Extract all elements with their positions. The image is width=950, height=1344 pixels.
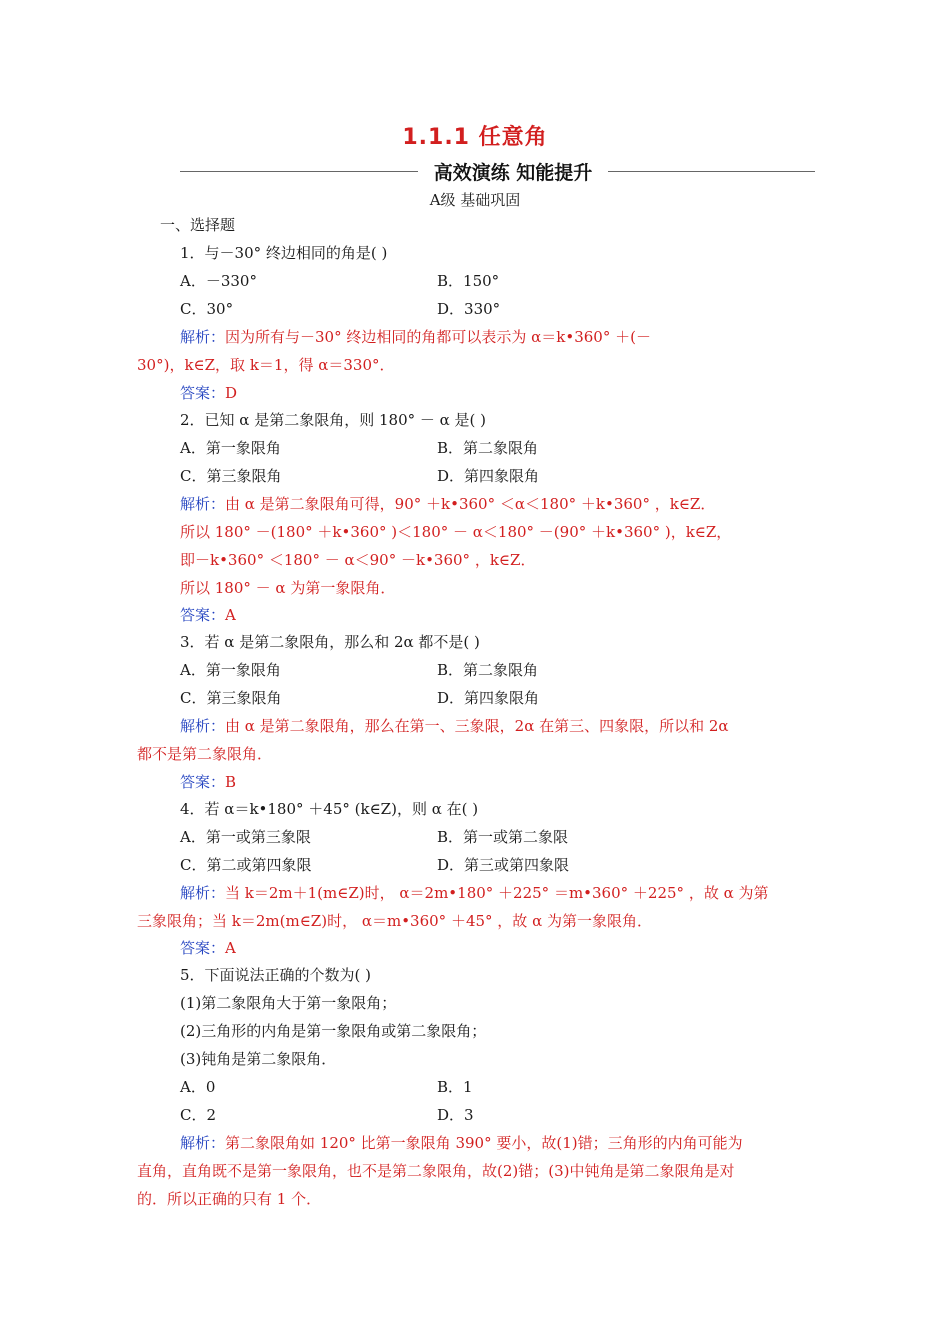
q5-option-c: C．2 xyxy=(180,1106,217,1124)
analysis-text: 因为所有与－30° 终边相同的角都可以表示为 α＝k•360° ＋(－ xyxy=(225,328,651,346)
q5-option-b: B．1 xyxy=(437,1078,473,1096)
q5-statement-2: (2)三角形的内角是第一象限角或第二象限角； xyxy=(180,1022,487,1040)
q3-option-b: B．第二象限角 xyxy=(437,661,539,679)
q4-analysis-line-1 xyxy=(180,883,768,903)
q2-analysis-line-2: 所以 180° －(180° ＋k•360° )＜180° － α＜180° －(90° ＋k•360° )，k∈Z， xyxy=(180,523,732,541)
q1-analysis-line-2: 30°)，k∈Z，取 k＝1，得 α＝330°． xyxy=(137,356,395,374)
q2-option-a: A．第一象限角 xyxy=(180,439,281,457)
answer-label: 答案： xyxy=(180,384,226,402)
subtitle: 高效演练 知能提升 xyxy=(433,162,593,184)
section-heading: 一、选择题 xyxy=(160,216,236,234)
answer-label: 答案： xyxy=(180,606,226,624)
answer-label: 答案： xyxy=(180,773,226,791)
q2-analysis-line-4: 所以 180° － α 为第一象限角． xyxy=(180,579,396,597)
q1-option-d: D．330° xyxy=(437,300,501,318)
divider-left xyxy=(180,171,418,172)
q5-analysis-line-3: 的．所以正确的只有 1 个． xyxy=(137,1190,322,1208)
q5-statement-1: (1)第二象限角大于第一象限角； xyxy=(180,994,397,1012)
q3-option-c: C．第三象限角 xyxy=(180,689,282,707)
q2-stem: 2．已知 α 是第二象限角，则 180° － α 是( ) xyxy=(180,411,487,429)
q4-analysis-line-2: 三象限角；当 k＝2m(m∈Z)时， α＝m•360° ＋45° ，故 α 为第一象限角． xyxy=(137,912,652,930)
q5-analysis-line-1 xyxy=(180,1133,743,1153)
analysis-label: 解析： xyxy=(180,717,226,735)
answer-value: A xyxy=(225,939,236,957)
q5-option-d: D．3 xyxy=(437,1106,474,1124)
q4-option-a: A．第一或第三象限 xyxy=(180,828,311,846)
analysis-label: 解析： xyxy=(180,495,226,513)
q1-option-a: A．－330° xyxy=(180,272,257,290)
divider-right xyxy=(608,171,815,172)
analysis-label: 解析： xyxy=(180,1134,226,1152)
q1-option-b: B．150° xyxy=(437,272,500,290)
q5-analysis-line-2: 直角，直角既不是第一象限角，也不是第二象限角，故(2)错；(3)中钝角是第二象限角是对 xyxy=(137,1162,735,1180)
q3-analysis-line-1 xyxy=(180,716,729,736)
q3-option-a: A．第一象限角 xyxy=(180,661,281,679)
q4-stem: 4．若 α＝k•180° ＋45° (k∈Z)，则 α 在( ) xyxy=(180,800,479,818)
q3-option-d: D．第四象限角 xyxy=(437,689,540,707)
q1-option-c: C．30° xyxy=(180,300,234,318)
q4-option-b: B．第一或第二象限 xyxy=(437,828,569,846)
analysis-text: 由 α 是第二象限角可得，90° ＋k•360° ＜α＜180° ＋k•360° ，k∈Z． xyxy=(225,495,716,513)
analysis-label: 解析： xyxy=(180,884,226,902)
q5-stem: 5．下面说法正确的个数为( ) xyxy=(180,966,372,984)
q3-answer xyxy=(180,772,236,792)
page-title: 1.1.1 任意角 xyxy=(402,125,548,150)
q1-stem: 1．与－30° 终边相同的角是( ) xyxy=(180,244,388,262)
analysis-text: 由 α 是第二象限角，那么在第一、三象限，2α 在第三、四象限，所以和 2α xyxy=(225,717,729,735)
analysis-label: 解析： xyxy=(180,328,226,346)
analysis-text: 当 k＝2m＋1(m∈Z)时， α＝2m•180° ＋225° ＝m•360° ＋225° ，故 α 为第 xyxy=(225,884,769,902)
q2-answer xyxy=(180,605,236,625)
q2-analysis-line-3: 即－k•360° ＜180° － α＜90° －k•360° ，k∈Z． xyxy=(180,551,536,569)
q2-analysis-line-1 xyxy=(180,494,715,514)
q2-option-d: D．第四象限角 xyxy=(437,467,540,485)
q4-option-d: D．第三或第四象限 xyxy=(437,856,570,874)
answer-value: B xyxy=(225,773,237,791)
q2-option-b: B．第二象限角 xyxy=(437,439,539,457)
q3-stem: 3．若 α 是第二象限角，那么和 2α 都不是( ) xyxy=(180,633,480,651)
answer-value: D xyxy=(225,384,238,402)
analysis-text: 第二象限角如 120° 比第一象限角 390° 要小，故(1)错；三角形的内角可能为 xyxy=(225,1134,743,1152)
q5-statement-3: (3)钝角是第二象限角． xyxy=(180,1050,337,1068)
q4-answer xyxy=(180,938,236,958)
q2-option-c: C．第三象限角 xyxy=(180,467,282,485)
q4-option-c: C．第二或第四象限 xyxy=(180,856,312,874)
answer-label: 答案： xyxy=(180,939,226,957)
q5-option-a: A．0 xyxy=(180,1078,216,1096)
subtitle-banner xyxy=(180,158,815,186)
level-heading: A级 基础巩固 xyxy=(429,191,521,209)
q1-analysis-line-1 xyxy=(180,327,651,347)
q1-answer xyxy=(180,383,237,403)
answer-value: A xyxy=(225,606,236,624)
q3-analysis-line-2: 都不是第二象限角． xyxy=(137,745,273,763)
